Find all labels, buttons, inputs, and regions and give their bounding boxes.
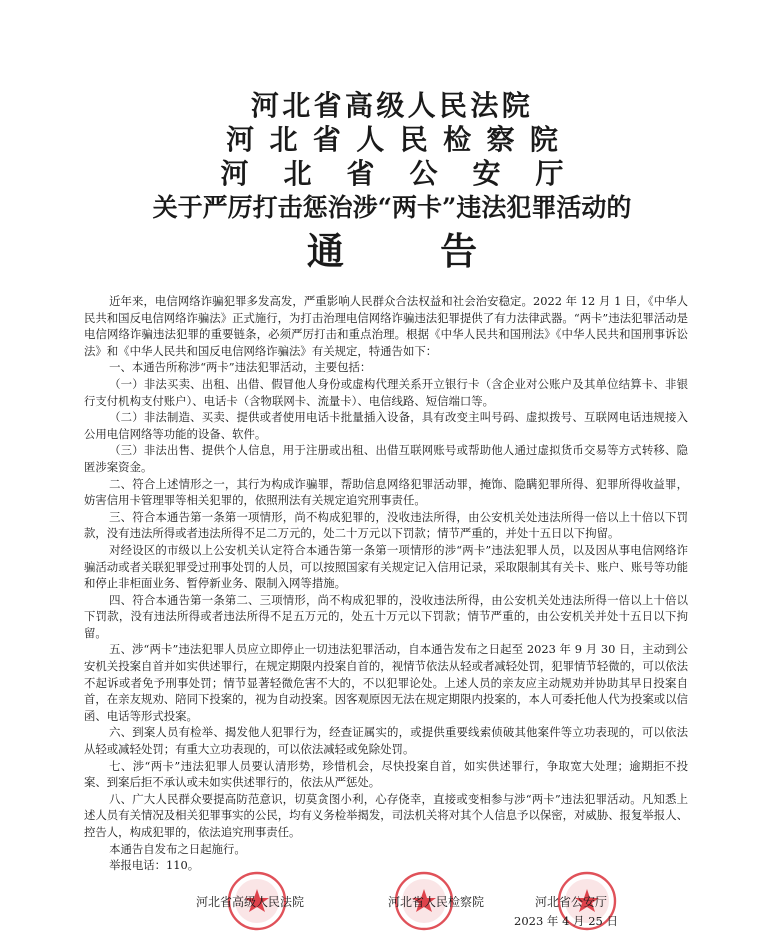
issuer-police: 河北省公安厅	[220, 157, 599, 190]
paragraph-article-1-item-3: （三）非法出售、提供个人信息，用于注册或出租、出借互联网账号或帮助他人通过虚拟货币交易等方式转移、隐匿涉案资金。	[84, 443, 688, 474]
signature-police: 河北省公安厅	[535, 895, 608, 909]
issuer-court: 河北省高级人民法院	[250, 89, 534, 122]
paragraph-article-7: 七、涉“两卡”违法犯罪人员要认清形势，珍惜机会，尽快投案自首，如实供述罪行，争取宽大处理；逾期拒不投案、到案后拒不承认或未如实供述罪行的，依法从严惩处。	[84, 758, 688, 790]
notice-subject: 关于严厉打击惩治涉“两卡”违法犯罪活动的	[152, 193, 632, 222]
notice-title: 通告	[306, 229, 574, 273]
paragraph-article-6: 六、到案人员有检举、揭发他人犯罪行为，经查证属实的，或提供重要线索侦破其他案件等立功表现的，可以依法从轻或减轻处罚；有重大立功表现的，可以依法减轻或免除处罚。	[84, 725, 688, 757]
notice-body	[84, 293, 688, 874]
signature-court: 河北省高级人民法院	[196, 895, 305, 909]
paragraph-article-3: 三、符合本通告第一条第一项情形，尚不构成犯罪的，没收违法所得，由公安机关处违法所得一倍以上十倍以下罚款，没有违法所得或者违法所得不足二万元的，处二十万元以下罚款；情节严重的，并处十五日以下拘留。	[84, 509, 688, 541]
paragraph-article-4: 四、符合本通告第一条第二、三项情形，尚不构成犯罪的，没收违法所得，由公安机关处违法所得一倍以上十倍以下罚款，没有违法所得或者违法所得不足五万元的，处五十万元以下罚款；情节严重的，由公安机关并处十五日以下拘留。	[84, 592, 688, 640]
notice-header	[0, 89, 784, 273]
paragraph-effective: 本通告自发布之日起施行。	[109, 841, 246, 856]
paragraph-article-3-credit: 对经设区的市级以上公安机关认定符合本通告第一条第一项情形的涉“两卡”违法犯罪人员，以及因从事电信网络诈骗活动或者关联犯罪受过刑事处罚的人员，可以按照国家有关规定记入信用记录，采取限制其有关卡、账户、账号等功能和停止非柜面业务、暂停新业务、限制入网等措施。	[84, 542, 688, 591]
issuer-procuratorate: 河北省人民检察院	[226, 123, 574, 156]
paragraph-article-8: 八、广大人民群众要提高防范意识，切莫贪图小利，心存侥幸，直接或变相参与涉“两卡”违法犯罪活动。凡知悉上述人员有关情况及相关犯罪事实的公民，均有义务检举揭发，司法机关将对其个人信息予以保密，对威胁、报复举报人、控告人，构成犯罪的，依法追究刑事责任。	[84, 791, 688, 839]
signature-procuratorate: 河北省人民检察院	[388, 895, 485, 909]
paragraph-hotline: 举报电话：110。	[109, 858, 200, 873]
paragraph-intro: 近年来，电信网络诈骗犯罪多发高发，严重影响人民群众合法权益和社会治安稳定。2022 年 12 月 1 日，《中华人民共和国反电信网络诈骗法》正式施行，为打击治理电信网络诈骗违法犯罪提供了有力法律武器。“两卡”违法犯罪活动是电信网络诈骗违法犯罪的重要链条，必须严厉打击和重点治理。根据《中华人民共和国刑法》《中华人民共和国刑事诉讼法》和《中华人民共和国反电信网络诈骗法》有关规定，特通告如下：	[84, 294, 688, 358]
paragraph-article-1-item-2: （二）非法制造、买卖、提供或者使用电话卡批量插入设备，具有改变主叫号码、虚拟拨号、互联网电话违规接入公用电信网络等功能的设备、软件。	[84, 410, 688, 441]
issue-date: 2023 年 4 月 25 日	[514, 914, 618, 928]
paragraph-article-1-item-1: （一）非法买卖、出租、出借、假冒他人身份或虚构代理关系开立银行卡（含企业对公账户及其单位结算卡、非银行支付机构支付账户）、电话卡（含物联网卡、流量卡）、电信线路、短信端口等。	[84, 376, 688, 408]
paragraph-article-2: 二、符合上述情形之一，其行为构成诈骗罪，帮助信息网络犯罪活动罪，掩饰、隐瞒犯罪所得、犯罪所得收益罪，妨害信用卡管理罪等相关犯罪的，依照刑法有关规定追究刑事责任。	[84, 476, 688, 508]
paragraph-article-1: 一、本通告所称涉“两卡”违法犯罪活动，主要包括：	[109, 360, 372, 375]
paragraph-article-5: 五、涉“两卡”违法犯罪人员应立即停止一切违法犯罪活动，自本通告发布之日起至 2023 年 9 月 30 日，主动到公安机关投案自首并如实供述罪行，在规定期限内投案自首的，视情节依法从轻或者减轻处罚，犯罪情节轻微的，可以依法不起诉或者免予刑事处罚；情节显著轻微危害不大的，不以犯罪论处。上述人员的亲友应主动规劝并协助其早日投案自首，在亲友规劝、陪同下投案的，视为自动投案。因客观原因无法在规定期限内投案的，本人可委托他人代为投案或以信函、电话等形式投案。	[84, 642, 688, 723]
